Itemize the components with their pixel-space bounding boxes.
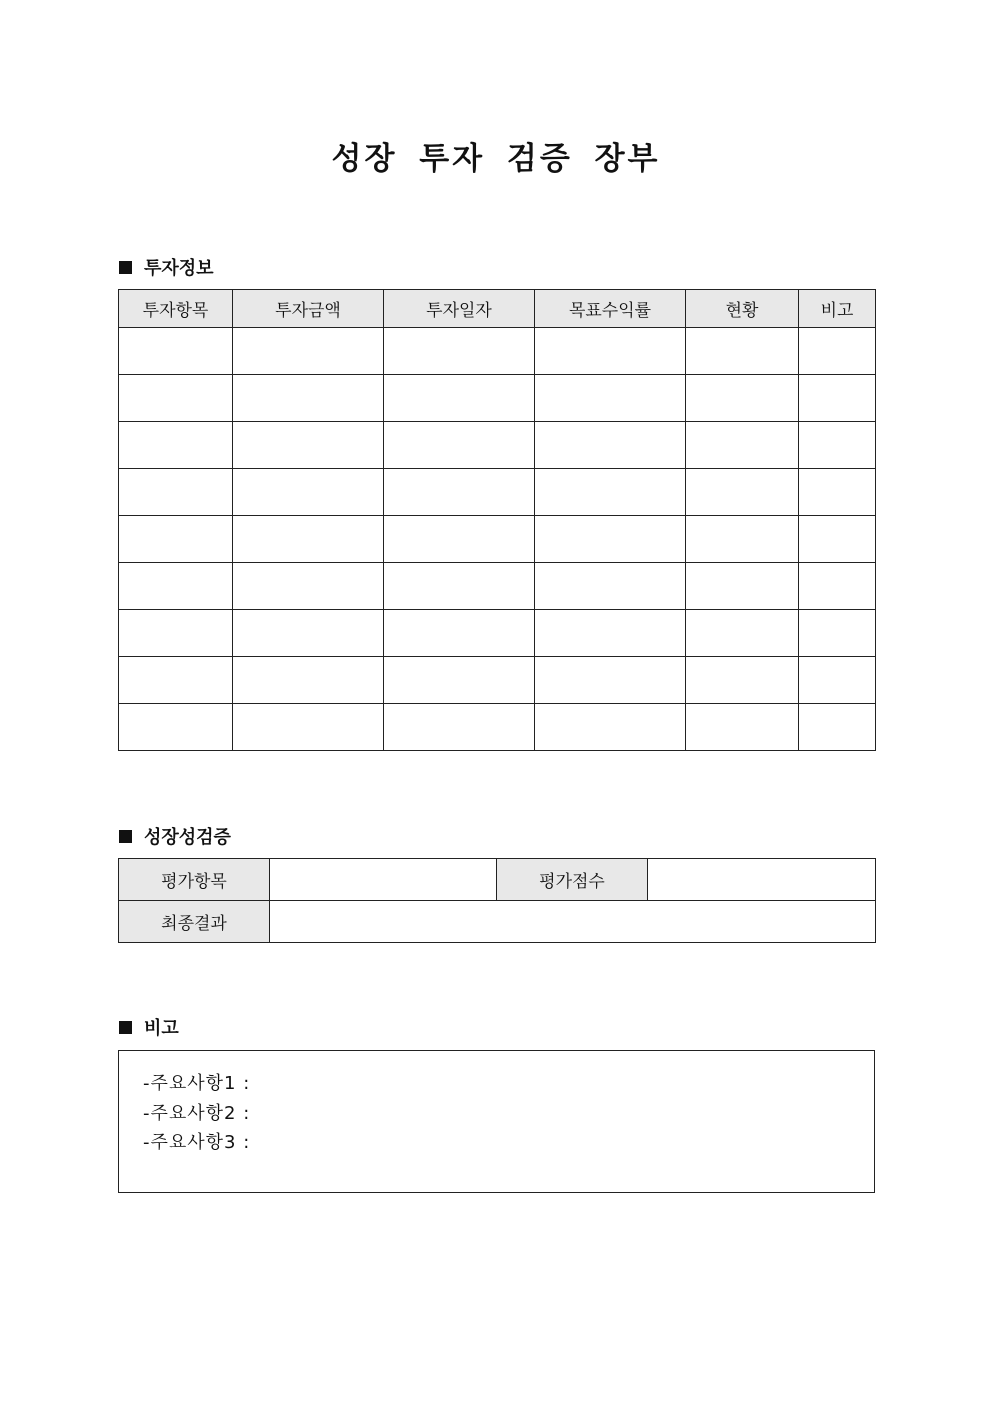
table-cell[interactable] [686,516,799,563]
table-row [119,328,876,375]
table-cell[interactable] [233,422,384,469]
table-cell[interactable] [384,422,535,469]
square-bullet-icon [119,1021,132,1034]
remarks-box[interactable] [118,1050,875,1193]
table-cell[interactable] [686,563,799,610]
section-heading-label: 성장성검증 [144,827,231,848]
table-cell[interactable] [384,328,535,375]
remarks-item: -주요사항3 : [143,1132,251,1153]
table-header-row [119,290,876,328]
table-row [119,469,876,516]
table-row [119,859,876,901]
table-cell[interactable] [799,422,876,469]
table-cell[interactable] [119,375,233,422]
table-cell[interactable] [799,469,876,516]
table-cell[interactable] [384,704,535,751]
section-heading-growth [119,823,231,849]
table-row [119,610,876,657]
table-cell[interactable] [384,610,535,657]
table-cell[interactable] [535,563,686,610]
remarks-item: -주요사항1 : [143,1073,251,1094]
table-cell[interactable] [119,657,233,704]
table-cell[interactable] [535,469,686,516]
table-cell[interactable] [535,328,686,375]
table-cell[interactable] [233,610,384,657]
table-cell[interactable] [119,563,233,610]
table-cell[interactable] [686,469,799,516]
table-cell[interactable] [384,563,535,610]
table-cell[interactable] [535,657,686,704]
eval-item-field[interactable] [270,859,497,901]
table-cell[interactable] [686,328,799,375]
table-cell[interactable] [535,516,686,563]
table-cell[interactable] [384,516,535,563]
column-header: 목표수익률 [535,290,686,328]
investment-table [118,289,876,751]
table-cell[interactable] [384,375,535,422]
table-cell[interactable] [686,610,799,657]
table-cell[interactable] [799,328,876,375]
table-cell[interactable] [119,328,233,375]
table-cell[interactable] [686,422,799,469]
table-cell[interactable] [384,469,535,516]
section-heading-remarks [119,1014,179,1040]
eval-score-label: 평가점수 [497,859,648,901]
column-header: 투자일자 [384,290,535,328]
page-title: 성장 투자 검증 장부 [331,141,661,177]
eval-score-field[interactable] [648,859,876,901]
table-row [119,422,876,469]
table-cell[interactable] [233,657,384,704]
column-header: 투자금액 [233,290,384,328]
table-cell[interactable] [233,563,384,610]
eval-item-label: 평가항목 [119,859,270,901]
table-cell[interactable] [686,375,799,422]
table-cell[interactable] [119,610,233,657]
table-cell[interactable] [535,375,686,422]
square-bullet-icon [119,830,132,843]
table-cell[interactable] [799,704,876,751]
final-result-label: 최종결과 [119,901,270,943]
table-cell[interactable] [233,328,384,375]
table-cell[interactable] [233,375,384,422]
table-cell[interactable] [233,704,384,751]
table-row [119,704,876,751]
table-cell[interactable] [119,516,233,563]
table-cell[interactable] [799,563,876,610]
section-heading-investment [119,254,214,280]
table-cell[interactable] [535,610,686,657]
table-row [119,901,876,943]
table-row [119,563,876,610]
table-cell[interactable] [535,422,686,469]
table-cell[interactable] [233,516,384,563]
column-header: 현황 [686,290,799,328]
table-row [119,375,876,422]
growth-verification-table [118,858,876,943]
table-cell[interactable] [799,516,876,563]
final-result-field[interactable] [270,901,876,943]
remarks-list [119,1051,874,1158]
table-cell[interactable] [119,422,233,469]
table-cell[interactable] [384,657,535,704]
table-cell[interactable] [799,375,876,422]
table-cell[interactable] [799,610,876,657]
table-row [119,516,876,563]
table-cell[interactable] [119,704,233,751]
table-cell[interactable] [233,469,384,516]
table-cell[interactable] [686,704,799,751]
column-header: 투자항목 [119,290,233,328]
square-bullet-icon [119,261,132,274]
section-heading-label: 비고 [144,1018,179,1039]
remarks-item: -주요사항2 : [143,1102,251,1124]
table-cell[interactable] [799,657,876,704]
table-cell[interactable] [686,657,799,704]
table-cell[interactable] [119,469,233,516]
column-header: 비고 [799,290,876,328]
section-heading-label: 투자정보 [144,258,214,279]
table-cell[interactable] [535,704,686,751]
table-row [119,657,876,704]
